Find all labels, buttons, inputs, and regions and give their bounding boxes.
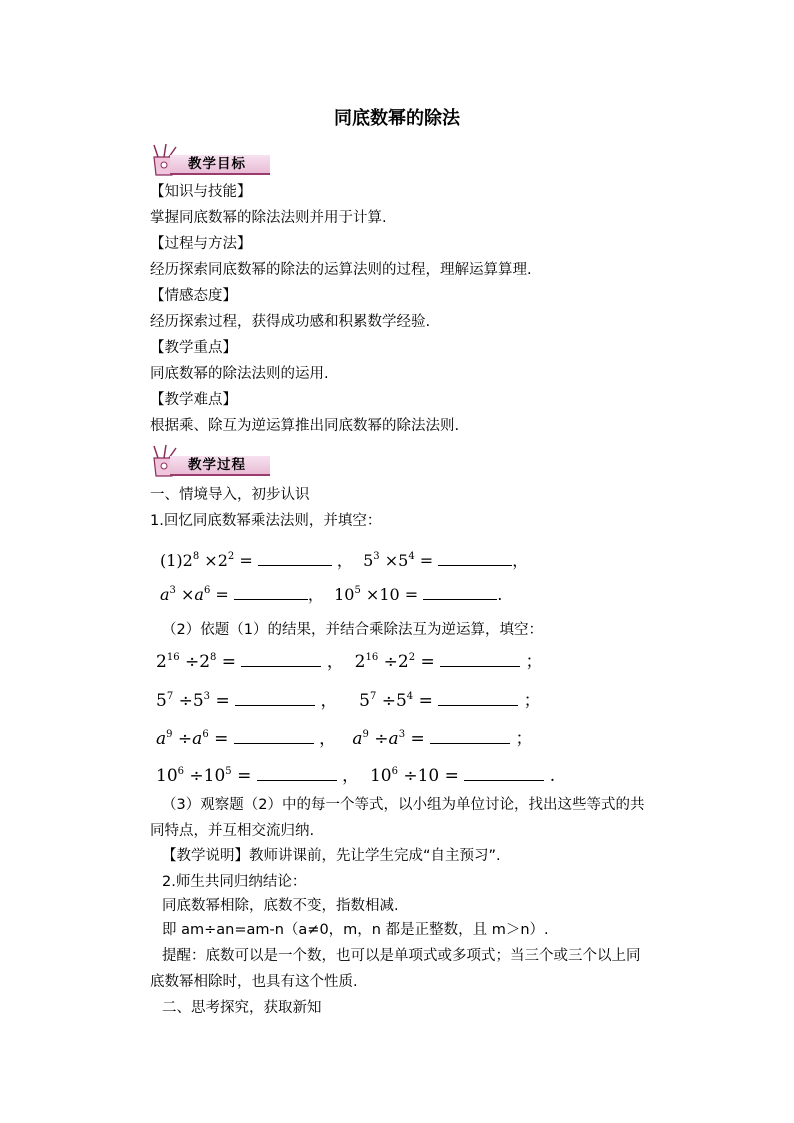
section-badge-process <box>148 444 278 478</box>
answer-blank[interactable] <box>235 691 315 706</box>
point-2: 2.师生共同归纳结论： <box>162 874 307 890</box>
answer-blank[interactable] <box>438 691 518 706</box>
part1-heading: 一、情境导入，初步认识 <box>150 487 310 503</box>
math-line-5: $a^9 \div a^6$ = ， $a^9 \div a^3$ = ； <box>156 729 533 749</box>
tip-line-2: 底数幂相除时，也具有这个性质. <box>150 974 358 990</box>
question-1: 1.回忆同底数幂乘法法则，并填空： <box>150 513 382 529</box>
text-attitude: 经历探索过程，获得成功感和积累数学经验. <box>150 314 431 330</box>
part2-heading: 二、思考探究，获取新知 <box>162 1000 322 1016</box>
heading-key-point: 【教学重点】 <box>150 340 237 356</box>
rule-text: 同底数幂相除，底数不变，指数相减. <box>162 898 399 914</box>
answer-blank[interactable] <box>234 585 308 600</box>
heading-attitude: 【情感态度】 <box>150 288 237 304</box>
math-line-1: $(1)2^8 \times 2^2$ = ， $5^3 \times 5^4$ = ， <box>160 551 529 570</box>
question-3-line2: 同特点，并互相交流归纳. <box>150 823 315 839</box>
question-2: （2）依题（1）的结果，并结合乘除法互为逆运算，填空： <box>162 622 543 638</box>
section-badge-objectives <box>148 143 278 177</box>
answer-blank[interactable] <box>464 766 544 781</box>
badge-label: 教学过程 <box>188 457 246 473</box>
answer-blank[interactable] <box>438 551 512 566</box>
answer-blank[interactable] <box>430 729 510 744</box>
answer-blank[interactable] <box>258 551 332 566</box>
answer-blank[interactable] <box>257 766 337 781</box>
answer-blank[interactable] <box>440 652 520 667</box>
math-line-3: $2^{16} \div 2^8$ = ， $2^{16} \div 2^2$ = ； <box>156 652 543 672</box>
answer-blank[interactable] <box>423 585 497 600</box>
heading-knowledge: 【知识与技能】 <box>150 184 252 200</box>
text-difficulty: 根据乘、除互为逆运算推出同底数幂的除法法则. <box>150 418 460 434</box>
math-line-2: $a^3 \times a^6$ = ， $10^5 \times 10$ = . <box>160 585 503 604</box>
text-process: 经历探索同底数幂的除法的运算法则的过程，理解运算算理. <box>150 262 532 278</box>
question-3-line1: （3）观察题（2）中的每一个等式，以小组为单位讨论，找出这些等式的共 <box>162 797 645 813</box>
formula-text: 即 am÷an=am-n（a≠0，m，n 都是正整数，且 m＞n）. <box>162 922 549 938</box>
heading-difficulty: 【教学难点】 <box>150 392 237 408</box>
heading-process: 【过程与方法】 <box>150 236 252 252</box>
teaching-note: 【教学说明】教师讲课前，先让学生完成“自主预习”. <box>162 848 501 864</box>
text-knowledge: 掌握同底数幂的除法法则并用于计算. <box>150 210 387 226</box>
page-title: 同底数幂的除法 <box>334 108 460 129</box>
badge-label: 教学目标 <box>188 156 246 172</box>
math-line-4: $5^7 \div 5^3$ = ， $5^7 \div 5^4$ = ； <box>156 691 541 711</box>
answer-blank[interactable] <box>241 652 321 667</box>
text-key-point: 同底数幂的除法法则的运用. <box>150 366 329 382</box>
answer-blank[interactable] <box>234 729 314 744</box>
math-line-6: $10^6 \div 10^5$ = ， $10^6 \div 10$ = . <box>156 766 556 786</box>
tip-line-1: 提醒：底数可以是一个数，也可以是单项式或多项式；当三个或三个以上同 <box>162 948 641 964</box>
